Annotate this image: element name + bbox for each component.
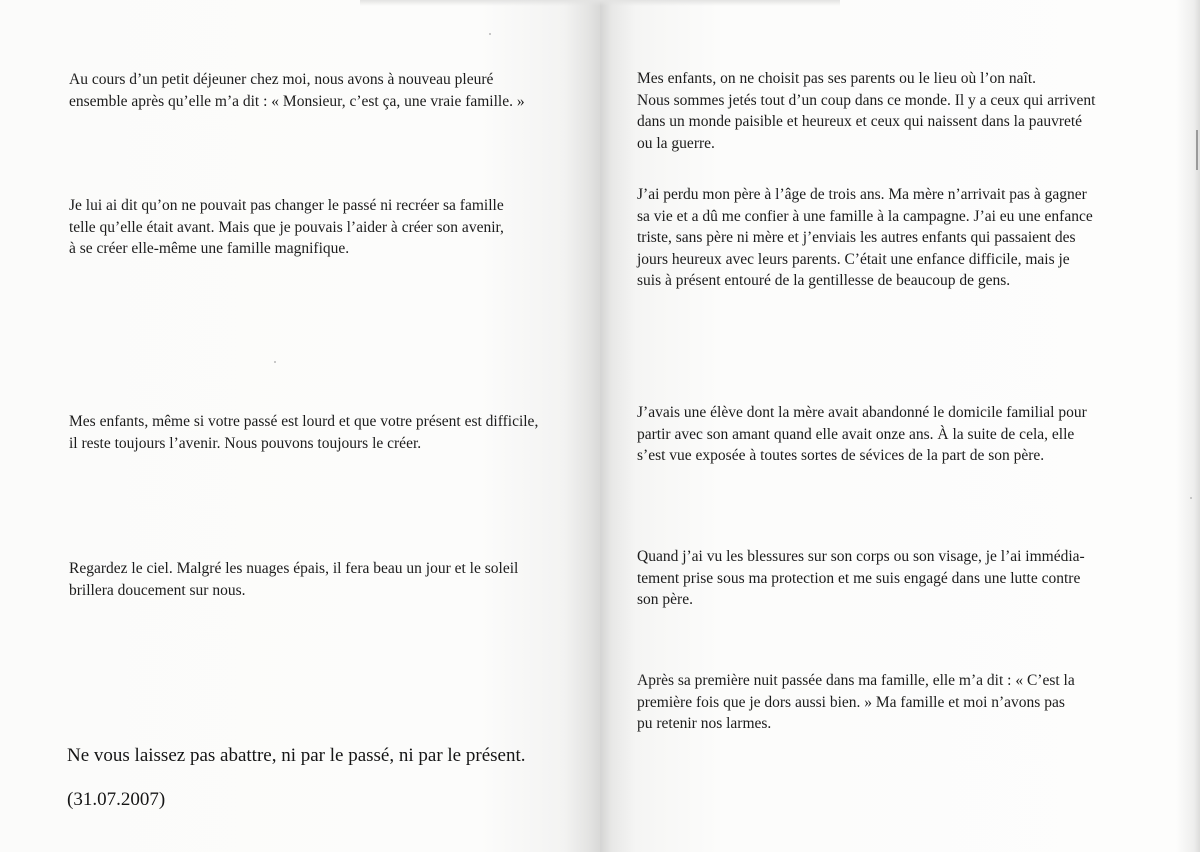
- closing-line: Ne vous laissez pas abattre, ni par le passé, ni par le présent.: [67, 745, 526, 766]
- left-paragraph-4: Regardez le ciel. Malgré les nuages épais, il fera beau un jour et le soleil brillera doucement sur nous.: [69, 560, 519, 599]
- page-edge-mark: [1196, 130, 1198, 170]
- right-paragraph-1: Mes enfants, on ne choisit pas ses parents ou le lieu où l’on naît. Nous sommes jetés tout d’un coup dans ce monde. Il y a ceux qui arrivent dans un monde paisible et heureux et ceux qui naissent dans la pauvreté ou la guerre.: [637, 70, 1096, 152]
- left-paragraph-1: Au cours d’un petit déjeuner chez moi, nous avons à nouveau pleuré ensemble après qu’elle m’a dit : « Monsieur, c’est ça, une vraie famille. »: [69, 71, 525, 110]
- left-paragraph-3: Mes enfants, même si votre passé est lourd et que votre présent est difficile, il reste toujours l’avenir. Nous pouvons toujours le créer.: [69, 413, 539, 452]
- date-stamp: (31.07.2007): [67, 789, 166, 810]
- right-paragraph-5: Après sa première nuit passée dans ma famille, elle m’a dit : « C’est la première fois que je dors aussi bien. » Ma famille et moi n’avons pas pu retenir nos larmes.: [637, 672, 1075, 732]
- paper-speck: [489, 33, 491, 35]
- top-shadow: [360, 0, 840, 6]
- paper-speck: [1190, 497, 1192, 499]
- paper-speck: [274, 361, 276, 363]
- right-page: [600, 0, 1200, 852]
- left-paragraph-2: Je lui ai dit qu’on ne pouvait pas changer le passé ni recréer sa famille telle qu’elle était avant. Mais que je pouvais l’aider à créer son avenir, à se créer elle-même une famille magnifique.: [69, 197, 504, 257]
- right-paragraph-4: Quand j’ai vu les blessures sur son corps ou son visage, je l’ai immédia- tement prise sous ma protection et me suis engagé dans une lutte contre son père.: [637, 548, 1085, 608]
- right-paragraph-3: J’avais une élève dont la mère avait abandonné le domicile familial pour partir avec son amant quand elle avait onze ans. À la suite de cela, elle s’est vue exposée à toutes sortes de sévices de la part de son père.: [637, 404, 1087, 464]
- right-paragraph-2: J’ai perdu mon père à l’âge de trois ans. Ma mère n’arrivait pas à gagner sa vie et a dû me confier à une famille à la campagne. J’ai eu une enfance triste, sans père ni mère et j’enviais les autres enfants qui passaient des jours heureux avec leurs parents. C’était une enfance difficile, mais je suis à présent entouré de la gentillesse de beaucoup de gens.: [637, 186, 1093, 289]
